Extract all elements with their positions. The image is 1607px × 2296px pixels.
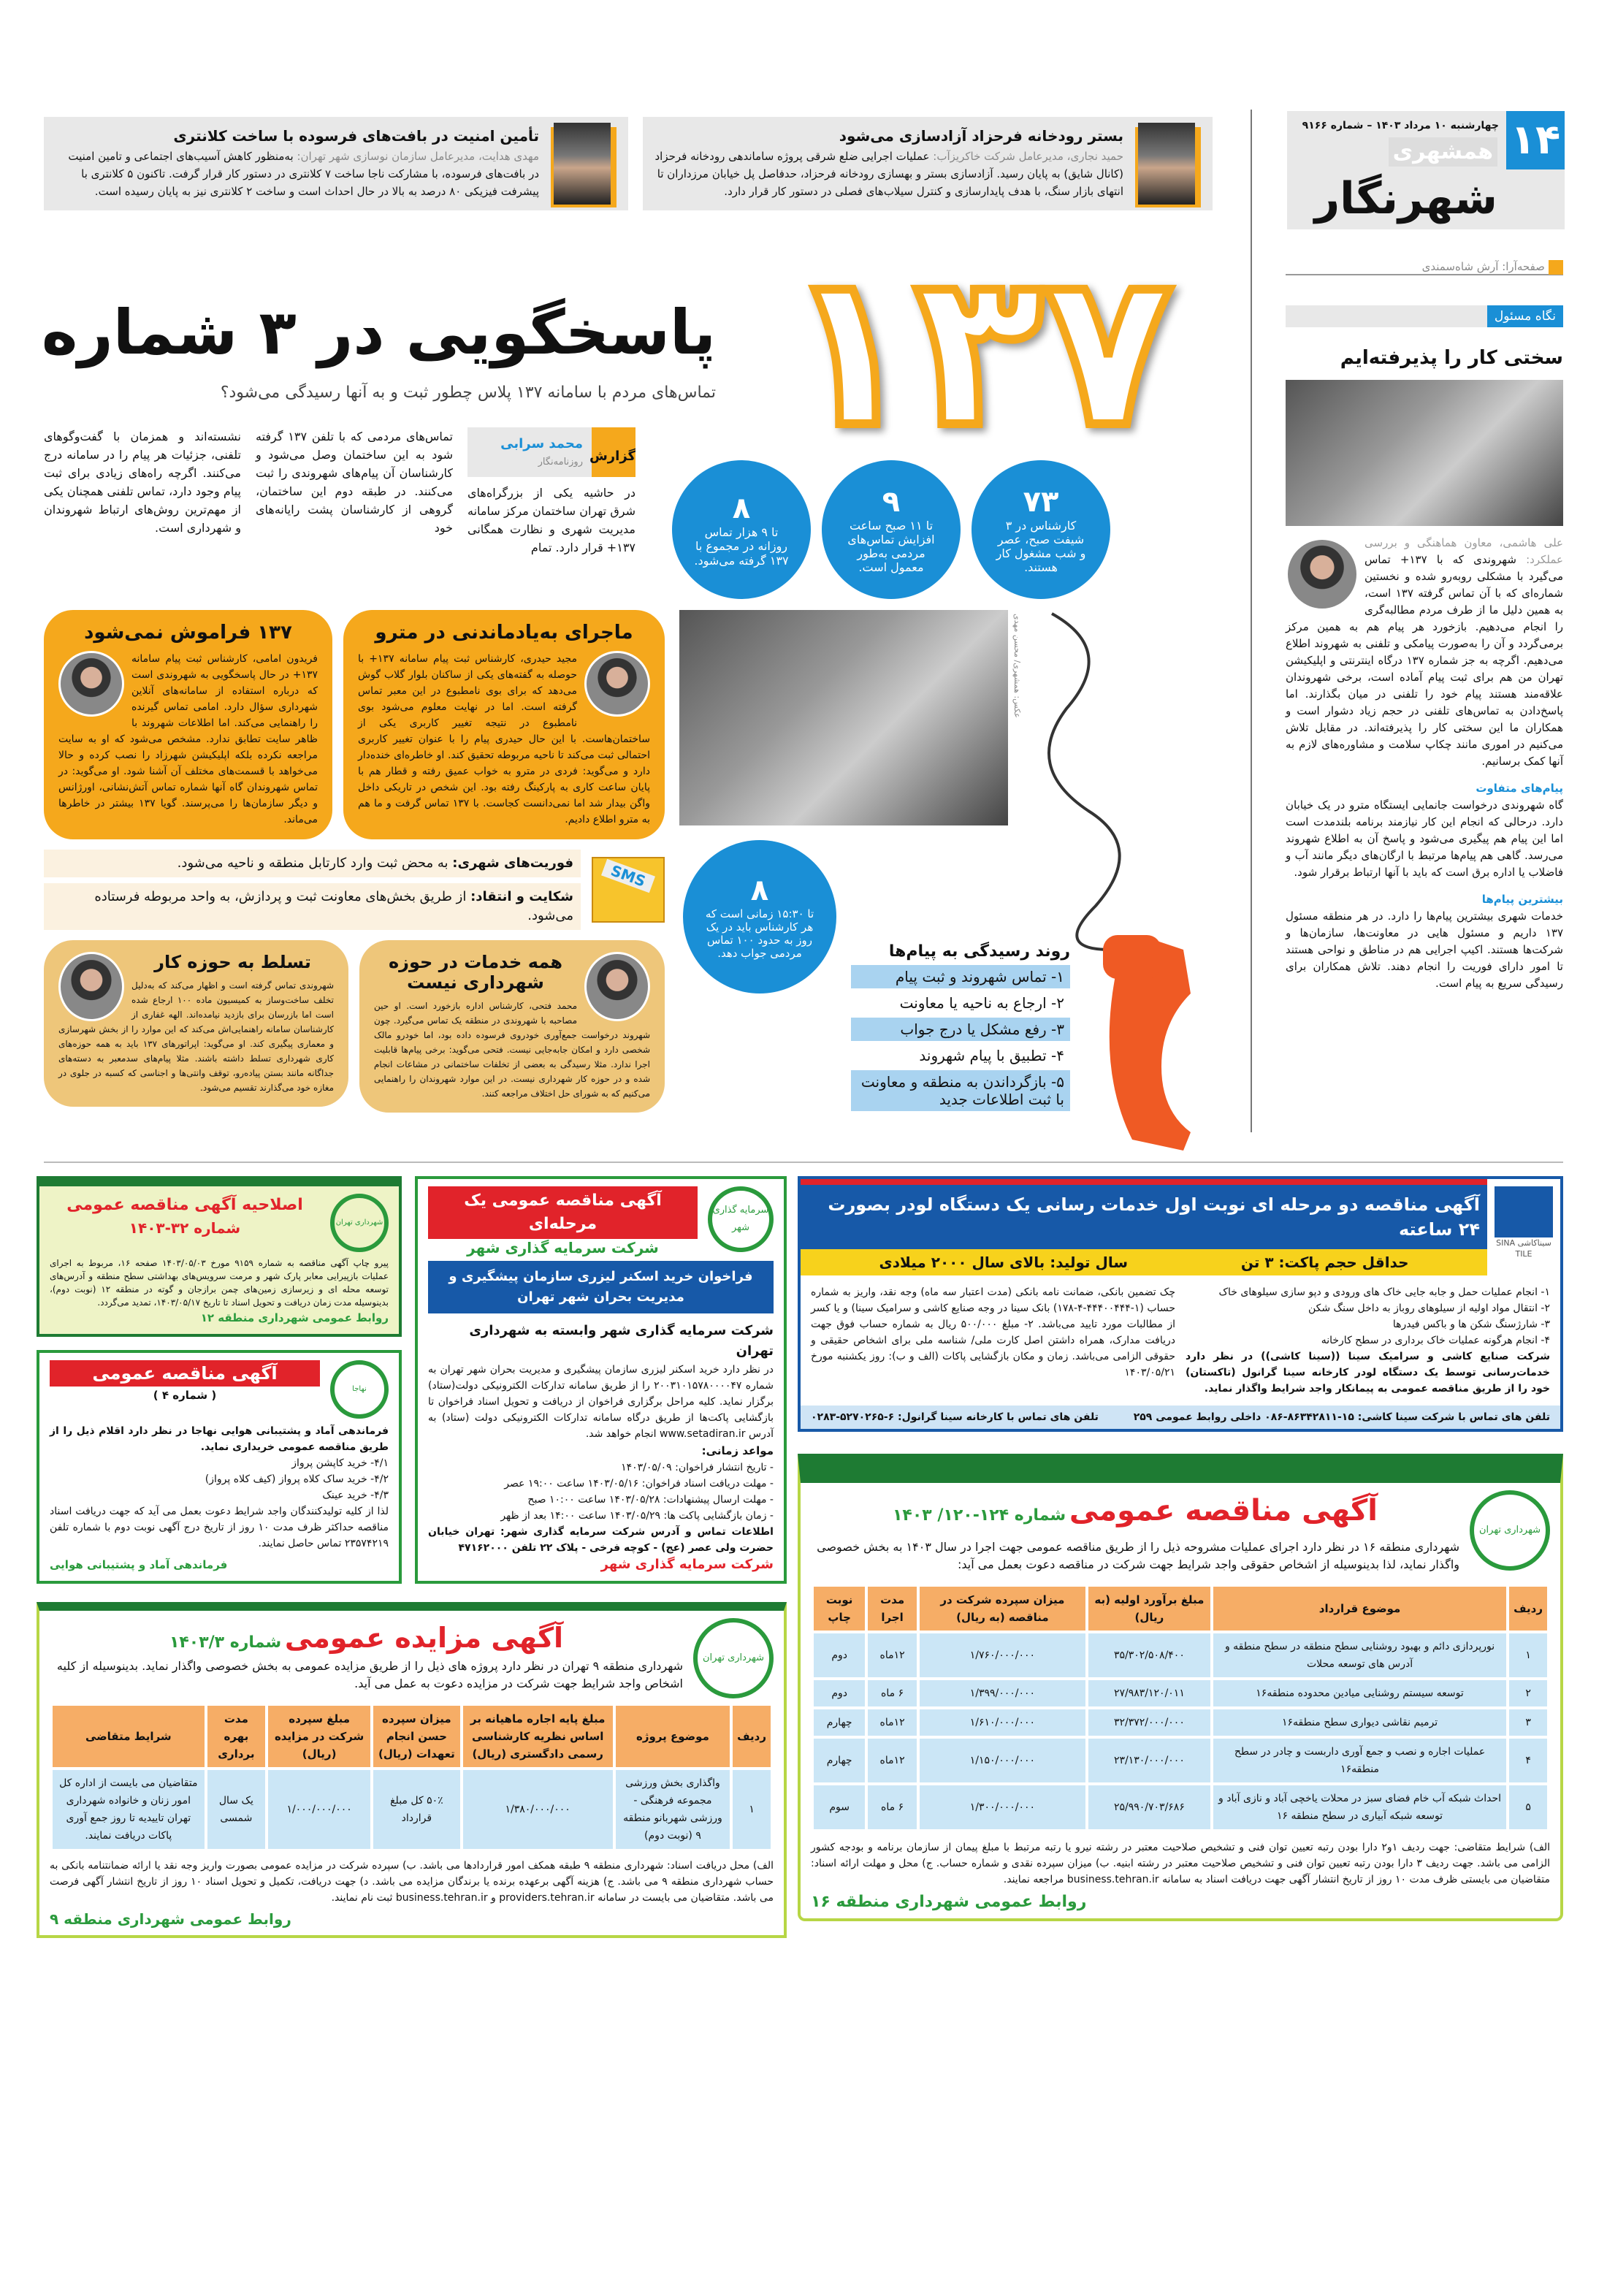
ads-left-column [37, 1176, 787, 1938]
section-divider [44, 1162, 1563, 1163]
credit-marker-icon [1549, 260, 1563, 275]
table-row: ۱ واگذاری بخش ورزشی مجموعه فرهنگی - ورزشی شهربانو منطقه ۹ (نوبت دوم) ۱/۳۸۰/۰۰۰/۰۰۰ ۵۰٪ کل مبلغ قرارداد ۱/۰۰۰/۰۰۰/۰۰۰ یک سال شمسی متقاضیان می بایست از اداره کل امور زنان و خانواده شهرداری تهران تاییدیه تا روز جمع آوری پاکات دریافت نمایند. [53, 1770, 771, 1849]
story-row-bottom [44, 940, 665, 1113]
teaser-security[interactable] [44, 117, 628, 210]
sidebar-section-title: بیشترین پیام‌ها [1481, 893, 1563, 906]
note-urgent: فوریت‌های شهری: به محض ثبت وارد کارتابل منطقه و ناحیه می‌شود. [44, 850, 581, 877]
note-complaint: شکایت و انتقاد: از طریق بخش‌های معاونت ثبت و پردازش، به واحد مربوطه فرستاده می‌شود. [44, 883, 581, 930]
big-137-graphic [723, 234, 1234, 453]
article-col-1: در حاشیه یکی از بزرگراه‌های شرق تهران ساختمان مرکز سامانه مدیریت شهری و نظارت همگانی ۱۳۷+ قرار دارد. تمام [467, 486, 635, 554]
teaser-title: بستر رودخانه فرحزاد آزادسازی می‌شود [839, 127, 1123, 145]
ad-sina-tender [798, 1176, 1563, 1432]
article-col-2: تماس‌های مردمی که با تلفن ۱۳۷ گرفته شود به این ساختمان وصل می‌شود و کارشناسان آن پیام‌های شهروندی را ثبت می‌کنند. در طبقه دوم این ساختمان، گروهی از کارشناسان پشت رایانه‌های خود [256, 430, 453, 535]
box-body: محمد فتحی، کارشناس اداره بازخورد است. او حین مصاحبه با شهروندی در منطقه یک تماس می‌گیرد. چون شهروند درخواست جمع‌آوری خودروی فرسوده داده بود، اما خودرو مالک شخصی دارد و امکان جابه‌جایی نیست. فتحی می‌گوید: برخی پیام‌ها قابلیت اجرا ندارد. مثلا رسیدگی به بعضی از تخلفات ساختمانی در مشاعات انجام شده و در حوزه کار شهرداری نیست. در این موارد شهروندان را راهنمایی می‌کنیم که به شورای حل اختلاف مراجعه کنند. [374, 1001, 650, 1099]
ad-correction [37, 1176, 402, 1337]
section-name: شهرنگار [1314, 173, 1497, 224]
army-logo: نهاجا [330, 1360, 389, 1419]
ad-body: فرماندهی آماد و پشتیبانی هوایی نهاجا در نظر دارد اقلام ذیل را از طریق مناقصه عمومی خریداری نماید. [50, 1425, 389, 1453]
process-step: ۳- رفع مشکل یا درج جواب [851, 1018, 1070, 1041]
box-body: فریدون امامی، کارشناس ثبت پیام سامانه ۱۳۷+ در حال پاسخگویی به شهروندی است که درباره استفاده از سامانه‌های آنلاین شهرداری سؤال دارد. امامی تماس گیرنده را راهنمایی می‌کند. اما اطلاعات شهروند با ظاهر سایت تطابق ندارد. مشخص می‌شود که او به سایت مراجعه نکرده بلکه اپلیکیشن شهرزاد را نصب کرده و حالا می‌خواهد با قسمت‌های مختلف آن آشنا شود. او می‌گوید: در تماس شهروندان گاه آنها شماره تماس آتش‌نشانی، اورژانس و دیگر سازمان‌ها را می‌پرسند. گویا ۱۳۷ بیشتر در خاطرها می‌ماند. [58, 653, 318, 825]
ad-contact: تلفن های تماس با شرکت سینا کاشی: ۱۵-۸۶۳۴۲۸۱۱-۰۸۶ داخلی روابط عمومی ۲۵۹ تلفن های تماس با کارخانه سینا گرانول: ۶-۵۲۷۰۲۶۵-۰۲۸۳ [801, 1406, 1560, 1429]
process-step: ۵- بازگرداندن به منطقه و معاونت با ثبت اطلاعات جدید [851, 1070, 1070, 1111]
process-step: ۴- تطبیق با پیام شهروند [919, 1047, 1064, 1064]
ad-specs: حداقل حجم پاکت: ۳ تن سال تولید: بالای سال ۲۰۰۰ میلادی [801, 1249, 1487, 1275]
ad-body-2: لذا از کلیه تولیدکنندگان واجد شرایط دعوت بعمل می آید که جهت دریافت اسناد مناقصه حداکثر ظرف مدت ۱۰ روز از تاریخ درج آگهی نوبت دوم با شماره تلفن ۲۳۵۷۴۲۱۹ تماس حاصل نمایند. [50, 1506, 389, 1549]
process-list [851, 942, 1070, 1114]
author-role: روزنامه‌نگار [538, 457, 583, 468]
process-step: ۱- تماس شهروند و ثبت پیام [851, 965, 1070, 988]
table-row: ۳ ترمیم نقاشی دیواری سطح منطقه۱۶ ۳۲/۳۷۲/۰۰۰/۰۰۰ ۱/۶۱۰/۰۰۰/۰۰۰ ۱۲ماه چهارم [814, 1709, 1547, 1736]
ads-left-small-column [37, 1176, 402, 1584]
credit-text: صفحه‌آرا: آرش شاه‌سمندی [1416, 260, 1545, 273]
ad-title: آگهی مزایده عمومی [284, 1622, 564, 1654]
table-row: ۱ نورپردازی دائم و بهبود روشنایی سطح منطقه در سطح منطقه و آدرس های توسعه محلات ۳۵/۳۰۲/۵۰۸/۴۰۰ ۱/۷۶۰/۰۰۰/۰۰۰ ۱۲ماه دوم [814, 1633, 1547, 1677]
sidebar-title: سختی کار را پذیرفته‌ایم [1340, 347, 1563, 369]
ad-conditions: الف) شرایط متقاضی: جهت ردیف ۱و۲ دارا بودن رتبه تعیین توان فنی و تشخیص صلاحیت معتبر در رشته نیرو یا رتبه مرتبط با مبلغ پیمان از سازمان برنامه و بودجه کشور الزامی می باشد. جهت ردیف ۳ دارا بودن رتبه تعیین توان فنی و تشخیص صلاحیت معتبر در رشته ابنیه. ب) میزان سپرده نقدی و شماره حساب. ج) محل و مهلت ارائه اسناد: متقاضیان می بایستی ظرف مدت ۱۰ روز از تاریخ انتشار آگهی جهت دریافت اسناد به سامانه business.tehran.ir مراجعه نمایند. [811, 1842, 1550, 1885]
auction-table: ردیف موضوع پروژه مبلغ پایه اجاره ماهیانه بر اساس نظریه کارشناسی رسمی دادگستری (ریال) میزان سپرده حسن انجام تعهدات (ریال) مبلغ سپرده شرکت در مزایده (ریال) مدت بهره برداری شرایط متقاضی ۱ واگذاری بخش ورزشی مجموعه فرهنگی - ورزشی شهربانو منطقه ۹ (نوبت دوم) ۱/۳۸۰/۰۰۰/۰۰۰ ۵۰٪ کل مبلغ قرارداد ۱/۰۰۰/۰۰۰/۰۰۰ یک سال شمسی متقاضیان می بایست از اداره کل امور زنان و خانواده شهرداری تهران تاییدیه تا روز جمع آوری پاکات دریافت نمایند. [50, 1703, 774, 1852]
page-number: ۱۴ [1506, 111, 1565, 169]
stat-circle-73: ۷۳ کارشناس در ۳ شیفت صبح، عصر و شب مشغول کار هستند. [972, 460, 1110, 599]
ad-intro: شهرداری منطقه ۹ تهران در نظر دارد پروژه های ذیل را از طریق مزایده عمومی به بخش خصوصی واگذار نماید. بدینوسیله از کلیه اشخاص واجد شرایط جهت شرکت در مزایده دعوت به عمل می آید. [56, 1659, 683, 1690]
sina-logo: سیناکاشی SINA TILE [1495, 1186, 1553, 1259]
issue-date: چهارشنبه ۱۰ مرداد ۱۴۰۳ – شماره ۹۱۶۶ [1302, 120, 1499, 131]
big-137-number: ۱۳۷ [785, 234, 1173, 453]
ad-dates-title: مواعد زمانی: [701, 1444, 774, 1457]
box-title: تسلط به حوزه کار [154, 952, 311, 972]
teaser-photo [1135, 127, 1201, 207]
kicker-label: گزارش [592, 427, 635, 477]
sidebar-section [1286, 780, 1563, 992]
stat-circle-8k: ۸ تا ۹ هزار تماس روزانه در مجموع با ۱۳۷ گرفته می‌شود. [672, 460, 811, 599]
paper-logo: همشهری [1389, 137, 1497, 167]
teaser-photo [551, 127, 617, 207]
sidebar-section-body: گاه شهروندی درخواست جانمایی ایستگاه مترو در یک خیابان دارد. درحالی که انجام این کار نیازمند برنامه بلندمدت است اما این پیام هم پیگیری می‌شود و پاسخ آن به اطلاع شهروند می‌رسد. گاهی هم پیام‌ها مرتبط با ارگان‌های دیگر مانند آب و فاضلاب یا اداره برق است که باید با آنها ارتباط برقرار شود. [1286, 798, 1563, 879]
box-title: ۱۳۷ فراموش نمی‌شود [84, 622, 292, 644]
ad-title: آگهی مناقصه عمومی [1069, 1494, 1378, 1528]
ad-body: پیرو چاپ آگهی مناقصه به شماره ۹۱۵۹ مورخ ۱۴۰۳/۰۵/۰۳ صفحه ۱۶، مربوط به اجرای عملیات بازپیرایی معابر پارک شهر و مرمت سرویس‌های بهداشتی سطح منطقه و آدرس‌های توسعه محله ای و زیرسازی زمین‌های چمن برازجان و گوته در منطقه ۱۲ (نوبت دوم)، بدینوسیله مدت زمان دریافت و تحویل اسناد تا تاریخ ۱۴۰۳/۰۵/۱۷، تمدید می‌گردد. [50, 1258, 389, 1308]
box-title: همه خدمات در حوزه شهرداری نیست [389, 952, 562, 993]
sidebar-body: شهروندی که با ۱۳۷+ تماس می‌گیرد با مشکلی روبه‌رو شده و نخستین شماره‌ای که با آن تماس گرفته ۱۳۷ است، به همین دلیل ما از طرف مردم مطالبه‌گری را انجام می‌دهیم. بازخورد هر پیام هم به همین مرکز برمی‌گردد و آن را به‌صورت پیامکی و تلفنی به شهروند اطلاع می‌دهیم. اگرچه به جز شماره ۱۳۷ درگاه اینترنتی و اپلیکیشن تهران من هم برای ثبت پیام آماده است، برخی شهروندان علاقه‌مند هستند پیام خود را تلفنی در میان بگذارند. اما پاسخ‌دادن به تماس‌های تلفنی در حجم زیاد دشوار است و همکاران ما این سختی کار را پذیرفته‌اند. در مقابل تلاش می‌کنیم در اموری مانند چکاپ سلامت و مشاوره‌های لازم به آنها کمک برسانیم. [1286, 553, 1563, 768]
story-row-top [44, 610, 665, 839]
ad-body-right: ۱- انجام عملیات حمل و جابه جایی خاک های ورودی و دپو سازی سیلوهای خاک ۲- انتقال مواد اولیه از سیلوهای روباز به داخل سنگ شکن ۳- شارژسنگ شکن ها و باکس فیدرها ۴- انجام هرگونه عملیات خاک برداری در سطح کارخانه شرکت صنایع کاشی و سرامیک سینا ((سینا کاشی)) در نظر دارد خدمات‌رسانی توسط یک دستگاه لودر کارخانه سینا گرانول (تاکستان) خود را از طریق مناقصه عمومی به پیمانکار واجد شرایط واگذار نماید. [1186, 1286, 1550, 1395]
avatar [1286, 538, 1359, 611]
sidebar-photo [1286, 380, 1563, 526]
sidebar-section-body: خدمات شهری بیشترین پیام‌ها را دارد. در هر منطقه مسئول ۱۳۷ داریم و مسئول هایی در معاونت‌ها، سازمان‌ها و شرکت‌ها هستند. اکیپ اجرایی هم در مناطق و نواحی هستند تا امور دارای فوریت را انجام دهند. تلاش همکاران برای رسیدگی سریع به پیام است. [1286, 909, 1563, 990]
table-row: ۲ توسعه سیستم روشنایی میادین محدوده منطقه۱۶ ۲۷/۹۸۳/۱۲۰/۰۱۱ ۱/۳۹۹/۰۰۰/۰۰۰ ۶ ماه دوم [814, 1680, 1547, 1706]
author-name: محمد سرابی [500, 436, 583, 451]
photo-credit: عکس: همشهری/ محسن مهدی [1012, 614, 1022, 718]
ad-title: آگهی مناقصه عمومی یک مرحله‌ای [428, 1186, 698, 1239]
layout-credit [1286, 259, 1563, 275]
ad-org: شرکت سرمایه گذاری شهر [467, 1239, 659, 1256]
column-divider [1251, 110, 1252, 1132]
stat-circle-9: ۹ تا ۱۱ صبح ساعت افزایش تماس‌های مردمی به‌طور معمول است. [822, 460, 961, 599]
ad-sarmayeh-tender: سرمایه گذاری شهر آگهی مناقصه عمومی یک مرحله‌ای شرکت سرمایه گذاری شهر فراخوان خرید اسکنر لیزری سازمان پیشگیری و مدیریت بحران شهر تهران شرکت سرمایه گذاری شهر وابسته به شهرداری تهران در نظر دارد خرید اسکنر لیزری سازمان پیشگیری و مدیریت بحران شهر تهران به شماره ۲۰۰۳۱۰۱۵۷۸۰۰۰۰۴۷ را از طریق سامانه تدارکات الکترونیکی دولت(ستاد) برگزار نماید. کلیه مراحل برگزاری فراخوان از دریافت و تحویل اسناد فراخوان تا بازگشایی پاکت‌ها از طریق درگاه سامانه تدارکات الکترونیکی دولت (ستاد) به آدرس www.setadiran.ir انجام خواهد شد. مواعد زمانی: - تاریخ انتشار فراخوان: ۱۴۰۳/۰۵/۰۹ - مهلت دریافت اسناد فراخوان: ۱۴۰۳/۰۵/۱۶ ساعت ۱۹:۰۰ عصر - مهلت ارسال پیشنهادات: ۱۴۰۳/۰۵/۲۸ ساعت ۱۰:۰۰ صبح - زمان بازگشایی پاکت ها: ۱۴۰۳/۰۵/۲۹ ساعت ۱۴:۰۰ بعد از ظهر اطلاعات تماس و آدرس شرکت سرمایه گذاری شهر: تهران خیابان حضرت ولی عصر (عج) - کوچه فرخی - پلاک ۲۲ تلفن ۴۷۱۶۲۰۰۰ شرکت سرمایه گذاری شهر [415, 1176, 787, 1584]
ad-footer: روابط عمومی شهرداری منطقه ۱۲ [200, 1311, 389, 1324]
box-title: ماجرای به‌یادماندنی در مترو [375, 622, 633, 644]
process-step: ۲- ارجاع به ناحیه یا معاونت [899, 994, 1064, 1012]
ad-number: شماره ۳۲-۱۴۰۳ [129, 1219, 241, 1237]
teaser-title: تأمین امنیت در بافت‌های فرسوده با ساخت کلانتری [173, 127, 539, 145]
box-body: مجید حیدری، کارشناس ثبت پیام سامانه ۱۳۷+ با حوصله به گفته‌های یکی از ساکنان بلوار گلاب گوش می‌دهد که برای بوی نامطبوع در این معبر تماس گرفته است. اما در نهایت معلوم می‌شود بوی نامطبوع در نتیجه تغییر کاربری یکی از ساختمان‌هاست. با این حال حیدری پیام را با عنوان تغییر کاربری احتمالی ثبت می‌کند تا ناحیه مربوطه تحقیق کند. او خاطره‌ای خنده‌دار دارد و می‌گوید: فردی در مترو به خواب عمیق رفته و قطار هم با پایان ساعت کاری به پارکینگ رفته بود. این شخص در تاریکی داخل واگن بیدار شد اما نمی‌دانست کجاست. با ۱۳۷ تماس گرفت و ما هم به مترو اطلاع دادیم. [358, 653, 650, 825]
ad-footer: روابط عمومی شهرداری منطقه ۹ [50, 1910, 291, 1928]
byline [467, 427, 635, 477]
page-title: پاسخگویی در ۳ شماره [41, 297, 716, 368]
tender-table: ردیف موضوع قرارداد مبلغ برآورد اولیه (به ریال) میزان سپرده شرکت در مناقصه (به ریال) مدت اجرا نوبت چاپ ۱ نورپردازی دائم و بهبود روشنایی سطح منطقه در سطح منطقه و آدرس های توسعه محلات ۳۵/۳۰۲/۵۰۸/۴۰۰ ۱/۷۶۰/۰۰۰/۰۰۰ ۱۲ماه دوم ۲ توسعه سیستم روشنایی میادین محدوده منطقه۱۶ ۲۷/۹۸۳/۱۲۰/۰۱۱ ۱/۳۹۹/۰۰۰/۰۰۰ ۶ ماه دوم ۳ ترمیم نقاشی دیواری سطح منطقه۱۶ ۳۲/۳۷۲/۰۰۰/۰۰۰ ۱/۶۱۰/۰۰۰/۰۰۰ ۱۲ماه چهارم ۴ عملیات اجاره و نصب و جمع آوری داربست و چادر در سطح منطقه۱۶ ۲۳/۱۳۰/۰۰۰/۰۰۰ ۱/۱۵۰/۰۰۰/۰۰۰ ۱۲ماه چهارم ۵ احداث شبکه آب خام فضای سبز در محلات یاخچی آباد و نازی آباد و توسعه شبکه آبیاری در سطح منطقه ۱۶ ۲۵/۹۹۰/۷۰۳/۶۸۶ ۱/۳۰۰/۰۰۰/۰۰۰ ۶ ماه سوم [811, 1584, 1550, 1832]
ad-auction [37, 1602, 787, 1938]
avatar [584, 952, 650, 1021]
process-title: روند رسیدگی به پیام‌ها [888, 942, 1070, 961]
story-box-services [359, 940, 665, 1113]
story-box-137 [44, 610, 332, 839]
story-box-metro [343, 610, 665, 839]
sidebar-tag: نگاه مسئول [1487, 305, 1563, 327]
avatar [58, 651, 124, 717]
sarmayeh-logo: سرمایه گذاری شهر [708, 1186, 774, 1252]
sidebar-article [1286, 535, 1563, 770]
call-center-photo [679, 610, 1008, 825]
ad-footer: روابط عمومی شهرداری منطقه ۱۶ [811, 1893, 1087, 1911]
ad-body: الف) محل دریافت اسناد: شهرداری منطقه ۹ طبقه همکف امور قراردادها می باشد. ب) سپرده شرکت در مزایده عمومی بصورت واریز وجه نقد یا ارائه ضمانتنامه بانکی به حساب شهرداری منطقه ۹ می باشد. ج) هزینه آگهی برعهده برنده یا برندگان مزایده می باشد. د) جهت دریافت، تکمیل و تحویل اسناد ۱۰ روز از تاریخ انتشار آگهی فرصت می باشد. متقاضیان می بایست در سامانه providers.tehran.ir و business.tehran.ir ثبت نام نمایند. [50, 1860, 774, 1904]
ad-lead: شرکت سرمایه گذاری شهر وابسته به شهرداری تهران [469, 1323, 774, 1359]
ad-call: فراخوان خرید اسکنر لیزری سازمان پیشگیری و مدیریت بحران شهر تهران [428, 1261, 774, 1313]
ad-number: ( شماره ۴ ) [153, 1389, 217, 1402]
ads-area [37, 1176, 1563, 1938]
ad-body: در نظر دارد خرید اسکنر لیزری سازمان پیشگیری و مدیریت بحران شهر تهران به شماره ۲۰۰۳۱۰۱۵۷۸۰۰۰۰۴۷ را از طریق سامانه تدارکات الکترونیکی دولت(ستاد) برگزار نماید. کلیه مراحل برگزاری فراخوان از دریافت و تحویل اسناد فراخوان تا بازگشایی پاکت‌ها از طریق درگاه سامانه تدارکات الکترونیکی دولت (ستاد) به آدرس www.setadiran.ir انجام خواهد شد. [428, 1364, 774, 1440]
sidebar-flow [1286, 535, 1563, 992]
teaser-body: حمید نجاری، مدیرعامل شرکت خاکریزآب: عملیات اجرایی ضلع شرقی پروژه ساماندهی رودخانه فرحزاد (کانال شایق) به پایان رسید. آزادسازی بستر و بهسازی رودخانه فرحزاد، حدفاصل پل خیابان مرزداران تا انتهای بازار سنگ، با هدف پایدارسازی و کنترل سیلاب‌های فصلی در دستور کار قرار دارد. [654, 150, 1123, 198]
ad-body-left: چک تضمین بانکی، ضمانت نامه بانکی (مدت اعتبار سه ماه) وجه نقد، واریز به شماره حساب (۱-۴۴۴۰۰۴۴۴-۴-۱۷۸) بانک سینا در وجه صنایع کاشی و سرامیک سینا) و یا کسر از مطالبات مورد تایید می‌باشد. ۲- مبلغ ۵۰۰/۰۰۰ ریال به شماره حساب فوق جهت دریافت مدارک، همراه داشتن اصل کارت ملی/ شناسه ملی برای اشخاص حقیقی و حقوقی الزامی می‌باشد. زمان و مکان بازگشایی پاکات (الف و ب): روز یکشنبه مورخ ۱۴۰۳/۰۵/۲۱ [811, 1286, 1175, 1378]
ad-army-tender: نهاجا آگهی مناقصه عمومی ( شماره ۴ ) فرماندهی آماد و پشتیبانی هوایی نهاجا در نظر دارد اقلام ذیل را از طریق مناقصه عمومی خریداری نماید. ۴/۱- خرید کاپشن پرواز ۴/۲- خرید ساک کلاه پرواز (کیف کلاه پرواز) ۴/۳- خرید عینک لذا از کلیه تولیدکنندگان واجد شرایط دعوت بعمل می آید که جهت دریافت اسناد مناقصه حداکثر ظرف مدت ۱۰ روز از تاریخ درج آگهی نوبت دوم با شماره تلفن ۲۳۵۷۴۲۱۹ تماس حاصل نمایند. فرماندهی آماد و پشتیبانی هوایی [37, 1350, 402, 1584]
ad-number: شماره ۱۴۰۳/۳ [169, 1633, 282, 1652]
ad-intro: شهرداری منطقه ۱۶ در نظر دارد اجرای عملیات مشروحه ذیل را از طریق مناقصه عمومی جهت اجرا در سال ۱۴۰۳ به بخش خصوصی واگذار نماید، لذا بدینوسیله از اشخاص حقوقی واجد شرایط جهت شرکت در مناقصه دعوت بعمل می آید: [817, 1540, 1459, 1571]
ad-footer: فرماندهی آماد و پشتیبانی هوایی [50, 1558, 228, 1571]
table-row: ۵ احداث شبکه آب خام فضای سبز در محلات یاخچی آباد و نازی آباد و توسعه شبکه آبیاری در سطح منطقه ۱۶ ۲۵/۹۹۰/۷۰۳/۶۸۶ ۱/۳۰۰/۰۰۰/۰۰۰ ۶ ماه سوم [814, 1785, 1547, 1829]
masthead [1287, 111, 1565, 229]
ad-contact: اطلاعات تماس و آدرس شرکت سرمایه گذاری شهر: تهران خیابان حضرت ولی عصر (عج) - کوچه فرخی - پلاک ۲۲ تلفن ۴۷۱۶۲۰۰۰ [428, 1526, 774, 1554]
ads-right-column [798, 1176, 1563, 1921]
ad-tender-region16 [798, 1454, 1563, 1921]
teaser-river[interactable] [643, 117, 1213, 210]
sidebar-who: علی هاشمی، معاون هماهنگی و بررسی عملکرد: [1364, 536, 1563, 566]
ad-number: شماره ۱۲۴-۱۲۰/ ۱۴۰۳ [892, 1506, 1066, 1525]
notes-row [44, 850, 665, 930]
ad-title: آگهی مناقصه دو مرحله ای نوبت اول خدمات رسانی یک دستگاه لودر بصورت ۲۴ ساعته [801, 1185, 1487, 1249]
tehran-municipality-logo: شهرداری تهران [330, 1194, 389, 1252]
ads-left-top-row [37, 1176, 787, 1584]
article-col-3: نشسته‌اند و همزمان با گفت‌وگوهای تلفنی، جزئیات هر پیام را در سامانه درج می‌کنند. اگرچه راه‌های زیادی برای ثبت پیام وجود دارد، تماس تلفنی همچنان یکی از مهم‌ترین روش‌های ارتباط شهروندان و شهرداری است. [44, 430, 241, 535]
sms-envelope-icon: SMS [592, 857, 665, 923]
tehran-municipality-logo: شهرداری تهران [1470, 1490, 1550, 1571]
table-row: ۴ عملیات اجاره و نصب و جمع آوری داربست و چادر در سطح منطقه۱۶ ۲۳/۱۳۰/۰۰۰/۰۰۰ ۱/۱۵۰/۰۰۰/۰۰۰ ۱۲ماه چهارم [814, 1739, 1547, 1782]
subtitle: تماس‌های مردم با سامانه ۱۳۷ پلاس چطور ثبت و به آنها رسیدگی می‌شود؟ [220, 384, 716, 402]
sidebar-tag-bar [1286, 305, 1563, 327]
box-body: شهروندی تماس گرفته است و اظهار می‌کند که به‌دلیل تخلف ساخت‌وساز به کمیسیون ماده ۱۰۰ ارجاع شده است اما بازرسان برای بازدید نیامده‌اند. الهه غفاری از کارشناسان سامانه راهنمایی‌اش می‌کند که این موارد را از بخش شهرسازی و معماری پیگیری کند. او می‌گوید: اپراتورهای ۱۳۷ باید به همه حوزه‌های کاری شهرداری تسلط داشته باشند. مثلا پیام‌های سدمعبر به دسته‌های جداگانه مانند بستن پیاده‌رو، توقف وانتی‌ها و اجناسی که کسبه در جلوی در مغازه خود می‌گذارند تقسیم می‌شود. [58, 980, 334, 1093]
avatar [58, 952, 124, 1021]
ad-footer: شرکت سرمایه گذاری شهر [600, 1557, 774, 1572]
sidebar-section-title: پیام‌های متفاوت [1476, 782, 1563, 795]
teaser-body: مهدی هدایت، مدیرعامل سازمان نوسازی شهر تهران: به‌منظور کاهش آسیب‌های اجتماعی و تامین امنیت در بافت‌های فرسوده، با مشارکت ناجا ساخت ۷ کلانتری در دستور کار قرار گرفت. تاکنون ۵ کلانتری با پیشرفت فیزیکی ۸۰ درصد به بالا در حال احداث است و ساخت ۲ کلانتری نیز به پایان رسیده است. [68, 150, 539, 198]
story-box-expertise [44, 940, 348, 1107]
stat-circle-1530: ۸ تا ۱۵:۳۰ زمانی است که هر کارشناس باید در یک روز به حدود ۱۰۰ تماس مردمی جواب دهد. [683, 840, 836, 993]
ad-title: آگهی مناقصه عمومی [50, 1360, 320, 1387]
ad-title: اصلاحیه آگهی مناقصه عمومی [66, 1196, 303, 1214]
tehran-municipality-logo: شهرداری تهران [693, 1618, 774, 1698]
avatar [584, 651, 650, 717]
stories-area [44, 610, 665, 1113]
